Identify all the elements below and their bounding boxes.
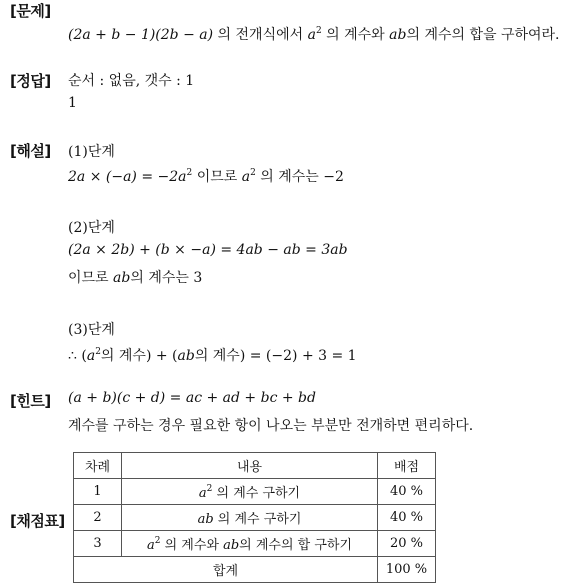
step2-conclusion <box>68 267 202 287</box>
exponent: 2 <box>315 26 322 36</box>
step3-title: (3)단계 <box>68 322 115 338</box>
answer-label: [정답] <box>10 72 51 90</box>
row-score: 20 % <box>378 531 436 557</box>
step1-title: (1)단계 <box>68 144 115 160</box>
problem-label: [문제] <box>10 2 51 20</box>
row-content <box>122 505 378 531</box>
var-a: a <box>86 348 96 364</box>
exponent: 2 <box>186 168 193 178</box>
var-a: a <box>307 27 316 43</box>
row-var: a <box>146 538 155 553</box>
row-var: ab <box>197 512 214 527</box>
var-ab: ab <box>389 27 407 43</box>
row-content <box>122 479 378 505</box>
rubric-header-row <box>74 453 436 479</box>
header-score: 배점 <box>378 453 436 479</box>
row-score: 40 % <box>378 479 436 505</box>
var-a: a <box>241 169 251 185</box>
table-row <box>74 531 436 557</box>
row-order: 1 <box>74 479 122 505</box>
total-label: 합계 <box>74 557 378 583</box>
rubric-total-row <box>74 557 436 583</box>
row-content-text: 의 계수의 합 구하기 <box>239 538 353 553</box>
rubric-table <box>73 452 436 583</box>
step2-title: (2)단계 <box>68 220 115 236</box>
exponent: 2 <box>154 536 161 546</box>
problem-text-1: 의 전개식에서 <box>217 27 304 43</box>
step3-text1: 의 계수) + ( <box>100 348 178 364</box>
row-var: ab <box>223 538 240 553</box>
exponent: 2 <box>95 347 101 357</box>
step2-var: ab <box>113 270 131 286</box>
problem-text-2: 의 계수와 <box>326 27 385 43</box>
answer-meta: 순서 : 없음, 갯수 : 1 <box>68 73 195 89</box>
hint-label: [힌트] <box>10 392 51 410</box>
step1-text: 이므로 <box>196 169 238 185</box>
row-order: 3 <box>74 531 122 557</box>
step2-text1: 이므로 <box>68 270 109 286</box>
step1-value: −2 <box>323 169 344 185</box>
step3-line <box>68 345 357 365</box>
step1-text2: 의 계수는 <box>260 169 319 185</box>
problem-text-3: 의 계수의 합을 구하여라. <box>406 27 560 43</box>
total-score: 100 % <box>378 557 436 583</box>
rubric-label: [채점표] <box>10 512 65 530</box>
row-score: 40 % <box>378 505 436 531</box>
step3-text2: 의 계수) = (−2) + 3 = 1 <box>194 348 357 364</box>
step3-var: ab <box>177 348 195 364</box>
exponent: 2 <box>250 168 256 178</box>
row-order: 2 <box>74 505 122 531</box>
problem-expression: (2a + b − 1)(2b − a) <box>68 27 214 43</box>
table-row <box>74 479 436 505</box>
hint-formula: (a + b)(c + d) = ac + ad + bc + bd <box>68 390 316 406</box>
problem-text <box>68 24 560 44</box>
step2-text2: 의 계수는 3 <box>130 270 203 286</box>
row-content-text: 의 계수 구하기 <box>216 486 301 501</box>
row-content-text: 의 계수 구하기 <box>217 512 302 527</box>
table-row <box>74 505 436 531</box>
step2-expression: (2a × 2b) + (b × −a) = 4ab − ab = 3ab <box>68 242 348 258</box>
step3-prefix: ∴ ( <box>68 348 87 364</box>
header-order: 차례 <box>74 453 122 479</box>
header-content: 내용 <box>122 453 378 479</box>
row-var: a <box>198 486 207 501</box>
answer-value: 1 <box>68 95 77 111</box>
step1-lhs: 2a × (−a) = −2a <box>68 169 187 185</box>
row-content <box>122 531 378 557</box>
explanation-label: [해설] <box>10 142 51 160</box>
exponent: 2 <box>206 484 213 494</box>
step1-line <box>68 166 344 186</box>
row-content-text: 의 계수와 <box>164 538 219 553</box>
hint-text: 계수를 구하는 경우 필요한 항이 나오는 부분만 전개하면 편리하다. <box>68 418 474 434</box>
